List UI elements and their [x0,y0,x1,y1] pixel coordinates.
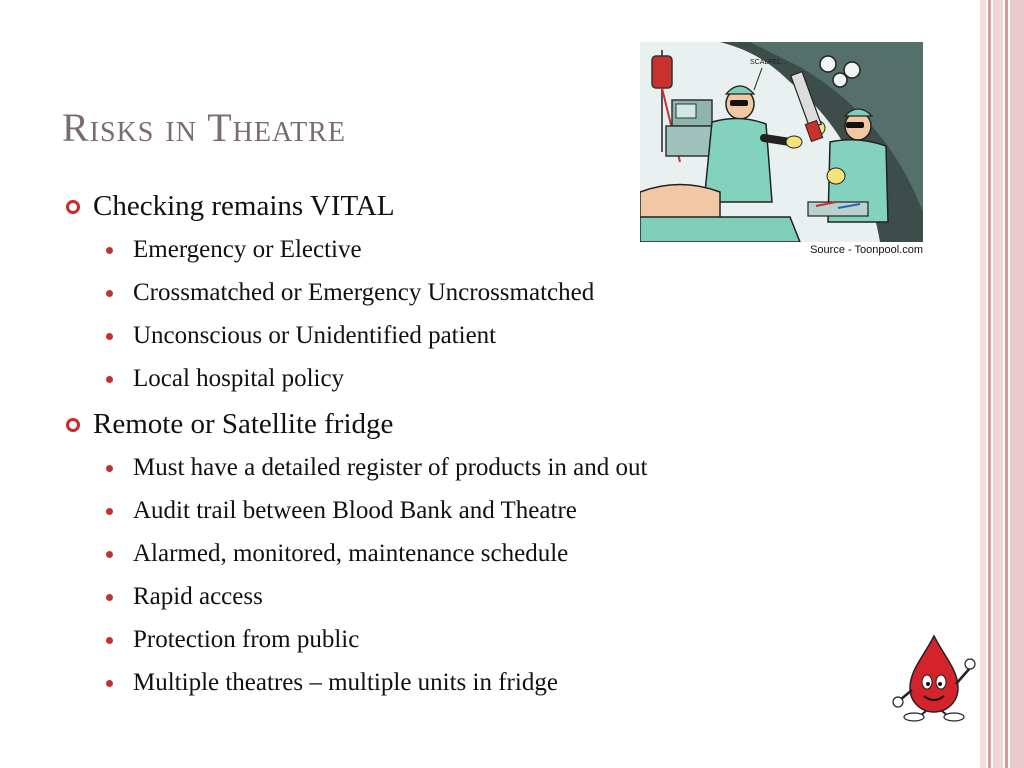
blood-drop-mascot-icon [890,632,978,722]
dot-bullet-icon [106,637,113,644]
ring-bullet-icon [66,418,80,432]
section-heading [66,404,906,444]
ring-bullet-icon [66,200,80,214]
surgery-cartoon-icon [640,42,923,242]
dot-bullet-icon [106,465,113,472]
list-item: Alarmed, monitored, maintenance schedule [66,532,906,575]
list-item: Protection from public [66,618,906,661]
right-edge-stripes [980,0,1024,768]
list-item: Unconscious or Unidentified patient [66,314,906,357]
dot-bullet-icon [106,594,113,601]
list-item: Audit trail between Blood Bank and Theatre [66,489,906,532]
dot-bullet-icon [106,333,113,340]
dot-bullet-icon [106,680,113,687]
image-caption: Source - Toonpool.com [810,244,923,256]
dot-bullet-icon [106,247,113,254]
section-heading-text: Checking remains VITAL [93,190,395,222]
svg-text:SCALPEL...: SCALPEL... [750,59,788,66]
dot-bullet-icon [106,290,113,297]
list-item: Must have a detailed register of products in and out [66,446,906,489]
list-item: Local hospital policy [66,357,906,400]
list-item: Emergency or Elective [66,228,906,271]
section-heading-text: Remote or Satellite fridge [93,408,394,440]
surgery-cartoon-image [640,42,923,242]
list-item: Crossmatched or Emergency Uncrossmatched [66,271,906,314]
list-item: Multiple theatres – multiple units in fridge [66,661,906,704]
dot-bullet-icon [106,508,113,515]
section-fridge [66,404,906,704]
list-item: Rapid access [66,575,906,618]
slide-content [66,186,906,708]
slide-title: Risks in Theatre [62,105,346,150]
dot-bullet-icon [106,551,113,558]
dot-bullet-icon [106,376,113,383]
